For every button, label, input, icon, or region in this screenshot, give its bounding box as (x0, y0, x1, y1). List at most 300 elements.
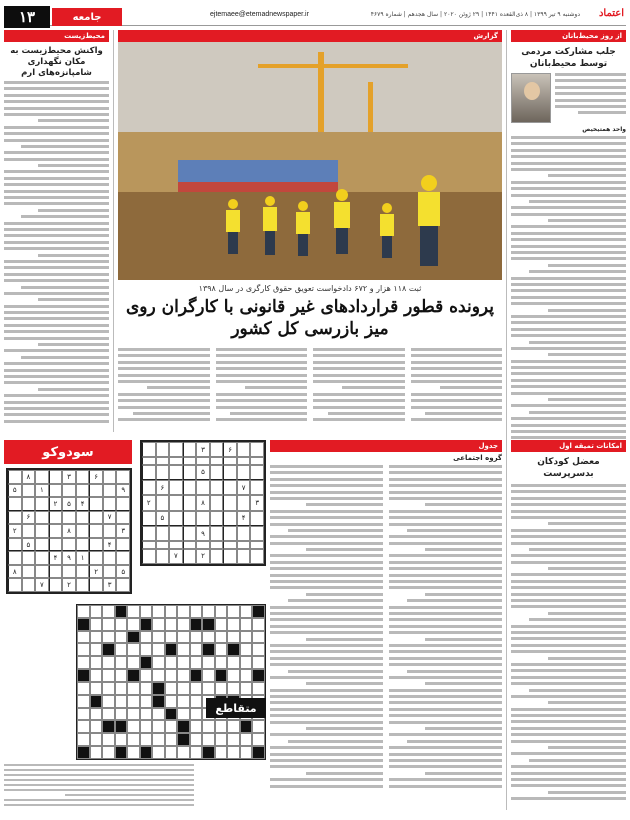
sudoku-cell: ۶ (22, 511, 36, 525)
crossword-cell (227, 746, 240, 759)
sudoku-cell (49, 578, 63, 592)
sudoku-cell (76, 484, 90, 498)
sudoku-cell: ۳ (62, 470, 76, 484)
crossword-cell (165, 733, 178, 746)
sudoku-cell: ۲ (8, 524, 22, 538)
sudoku-cell (76, 578, 90, 592)
crossword-cell (190, 669, 203, 682)
crossword-cell (90, 669, 103, 682)
report-kicker: جدول (270, 440, 502, 452)
crossword-cell (227, 618, 240, 631)
sudoku-cell (62, 484, 76, 498)
sudoku-cell: ۱ (76, 551, 90, 565)
sudoku-cell: ۲ (196, 549, 210, 564)
column-kicker: امکانات تمیقه اول (511, 440, 626, 452)
sudoku-cell (196, 457, 210, 464)
sudoku-cell (183, 442, 197, 457)
crossword-cell (152, 669, 165, 682)
sudoku-cell: ۳ (250, 495, 264, 510)
article-text (216, 348, 308, 430)
feature-article (118, 30, 502, 432)
crossword-cell (240, 733, 253, 746)
sudoku-cell (210, 457, 224, 464)
crossword-cell (165, 669, 178, 682)
sudoku-cell (183, 495, 197, 510)
article-text (511, 484, 626, 814)
crossword-cell (102, 720, 115, 733)
sudoku-cell (35, 551, 49, 565)
crossword-cell (227, 605, 240, 618)
sudoku-cell (210, 526, 224, 541)
crossword-cell (240, 656, 253, 669)
sudoku-cell (8, 511, 22, 525)
sudoku-cell (169, 442, 183, 457)
crossword-cell (115, 618, 128, 631)
sudoku-cell (142, 457, 156, 464)
crossword-cell (202, 733, 215, 746)
crossword-cell (127, 746, 140, 759)
crossword-cell (202, 631, 215, 644)
crossword-cell (115, 669, 128, 682)
crossword-cell (102, 605, 115, 618)
crossword-cell (77, 695, 90, 708)
sudoku-cell (156, 457, 170, 464)
crossword-cell (190, 656, 203, 669)
sudoku-cell (210, 465, 224, 480)
sudoku-cell (223, 465, 237, 480)
article-text (4, 81, 109, 437)
crossword-cell (115, 682, 128, 695)
crossword-cell (90, 605, 103, 618)
sudoku-cell (183, 511, 197, 526)
sudoku-cell (223, 480, 237, 495)
crossword-cell (152, 631, 165, 644)
sudoku-cell: ۶ (223, 442, 237, 457)
sudoku-cell (169, 457, 183, 464)
sudoku-cell (169, 495, 183, 510)
crossword-cell (240, 643, 253, 656)
sudoku-cell (250, 442, 264, 457)
author-name: واحد همتیخیص (582, 126, 626, 133)
crossword-cell (152, 656, 165, 669)
crossword-cell (240, 720, 253, 733)
sudoku-cell (62, 565, 76, 579)
sudoku-cell (210, 480, 224, 495)
crossword-cell (227, 682, 240, 695)
sudoku-cell (237, 457, 251, 464)
crossword-grid (76, 604, 266, 760)
crossword-cell (115, 720, 128, 733)
section-email: ejtemaee@etemadnewspaper.ir (210, 11, 309, 18)
sudoku-cell (116, 578, 130, 592)
feature-body (118, 348, 502, 430)
crossword-cell (115, 733, 128, 746)
sudoku-cell (89, 578, 103, 592)
crossword-cell (102, 669, 115, 682)
sudoku-cell (237, 549, 251, 564)
crossword-cell (165, 746, 178, 759)
sudoku-cell (250, 541, 264, 548)
sudoku-cell (183, 549, 197, 564)
crossword-cell (252, 669, 265, 682)
crossword-cell (252, 720, 265, 733)
crossword-cell (90, 682, 103, 695)
crossword-cell (127, 669, 140, 682)
crossword-clues (4, 764, 194, 808)
crossword-cell (252, 682, 265, 695)
sudoku-cell (223, 495, 237, 510)
sudoku-cell: ۷ (169, 549, 183, 564)
sudoku-cell: ۷ (35, 578, 49, 592)
sudoku-cell (169, 526, 183, 541)
sudoku-cell: ۳ (116, 524, 130, 538)
sudoku-cell: ۲ (142, 495, 156, 510)
crossword-cell (190, 618, 203, 631)
sudoku-cell (49, 524, 63, 538)
crossword-cell (77, 720, 90, 733)
sudoku-cell (103, 551, 117, 565)
crossword-cell (127, 643, 140, 656)
sudoku-cell (156, 465, 170, 480)
crossword-cell (115, 746, 128, 759)
crossword-cell (227, 733, 240, 746)
crossword-cell (140, 682, 153, 695)
crossword-cell (240, 682, 253, 695)
crossword-cell (140, 618, 153, 631)
sudoku-cell (8, 578, 22, 592)
sudoku-cell: ۸ (8, 565, 22, 579)
report-article (270, 440, 502, 810)
sudoku-cell: ۳ (196, 442, 210, 457)
crossword-cell (215, 720, 228, 733)
sudoku-cell (8, 538, 22, 552)
crossword-cell (90, 733, 103, 746)
crossword-cell (165, 720, 178, 733)
crossword-cell (202, 669, 215, 682)
crossword-cell (115, 643, 128, 656)
feature-headline: پرونده قطور قراردادهای غیر قانونی با کارگران روی میز بازرسی کل کشور (125, 297, 495, 339)
sudoku-cell (250, 526, 264, 541)
crossword-cell (215, 682, 228, 695)
crossword-cell (102, 695, 115, 708)
feature-kicker: گزارش (118, 30, 502, 42)
masthead (4, 6, 626, 26)
sudoku-cell (250, 457, 264, 464)
crossword-cell (140, 708, 153, 721)
column-lower-right (506, 440, 626, 810)
crossword-cell (140, 631, 153, 644)
sudoku-cell: ۶ (89, 470, 103, 484)
crossword-cell (77, 605, 90, 618)
crossword-cell (115, 695, 128, 708)
sudoku-cell (223, 541, 237, 548)
sudoku-cell (210, 511, 224, 526)
article-text (118, 348, 210, 430)
article-text (313, 348, 405, 430)
crossword-cell (152, 720, 165, 733)
sudoku-cell (22, 565, 36, 579)
crossword-cell (102, 656, 115, 669)
crossword-cell (240, 746, 253, 759)
crossword-cell (215, 643, 228, 656)
column-kicker: از روز محیط‌بانان (511, 30, 626, 42)
crossword-cell (227, 656, 240, 669)
crossword-cell (240, 605, 253, 618)
crossword-cell (190, 605, 203, 618)
sudoku-cell (89, 524, 103, 538)
sudoku-cell: ۸ (196, 495, 210, 510)
sudoku-cell (183, 465, 197, 480)
crossword-cell (177, 746, 190, 759)
crossword-cell (127, 695, 140, 708)
sudoku-cell (35, 497, 49, 511)
sudoku-cell (142, 549, 156, 564)
crossword-cell (215, 669, 228, 682)
sudoku-cell (196, 480, 210, 495)
crossword-cell (165, 682, 178, 695)
crossword-cell (115, 708, 128, 721)
report-byline: گروه اجتماعی (453, 454, 502, 462)
crossword-cell (240, 669, 253, 682)
sudoku-cell (169, 511, 183, 526)
crossword-cell (190, 682, 203, 695)
sudoku-cell (76, 538, 90, 552)
newspaper-logo: اعتماد (598, 8, 624, 19)
crossword-cell (152, 643, 165, 656)
sudoku-cell: ۷ (103, 511, 117, 525)
sudoku-cell (156, 549, 170, 564)
sudoku-cell (196, 511, 210, 526)
sudoku-cell (237, 465, 251, 480)
sudoku-cell (116, 551, 130, 565)
crossword-cell (177, 643, 190, 656)
sudoku-cell: ۹ (62, 551, 76, 565)
crossword-cell (140, 643, 153, 656)
sudoku-cell (237, 495, 251, 510)
sudoku-cell: ۵ (196, 465, 210, 480)
sudoku-cell (35, 511, 49, 525)
crossword-cell (215, 631, 228, 644)
sudoku-cell (142, 465, 156, 480)
crossword-cell (165, 643, 178, 656)
crossword-cell (215, 656, 228, 669)
crossword-cell (127, 605, 140, 618)
sudoku-cell: ۵ (116, 565, 130, 579)
sudoku-cell (116, 538, 130, 552)
crossword-cell (152, 708, 165, 721)
crossword-cell (127, 618, 140, 631)
crossword-cell (165, 631, 178, 644)
sudoku-cell (22, 484, 36, 498)
crossword-cell (90, 708, 103, 721)
sudoku-main-area (4, 440, 132, 600)
sudoku-cell (183, 541, 197, 548)
sudoku-cell: ۸ (22, 470, 36, 484)
sudoku-cell: ۹ (196, 526, 210, 541)
sudoku-cell (142, 480, 156, 495)
column-kicker: محیط‌زیست (4, 30, 109, 42)
crossword-cell (77, 733, 90, 746)
sudoku-puzzle (4, 440, 266, 600)
sudoku-cell (210, 495, 224, 510)
author-photo (511, 73, 551, 123)
crossword-cell (152, 605, 165, 618)
sudoku-cell (116, 470, 130, 484)
crossword-cell (127, 720, 140, 733)
sudoku-cell (35, 538, 49, 552)
sudoku-cell (116, 497, 130, 511)
sudoku-cell (223, 457, 237, 464)
crossword-cell (202, 682, 215, 695)
sudoku-cell (103, 524, 117, 538)
crossword-cell (115, 631, 128, 644)
workers-illustration (118, 42, 502, 280)
crossword-cell (102, 708, 115, 721)
crossword-cell (190, 631, 203, 644)
sudoku-cell (156, 442, 170, 457)
crossword-cell (202, 746, 215, 759)
article-text (511, 136, 626, 454)
sudoku-cell (62, 511, 76, 525)
crossword-cell (177, 733, 190, 746)
article-text (411, 348, 503, 430)
sudoku-cell (89, 551, 103, 565)
crossword-cell (102, 631, 115, 644)
sudoku-cell: ۵ (62, 497, 76, 511)
clue-text (4, 764, 194, 808)
sudoku-cell (103, 484, 117, 498)
crossword-cell (140, 695, 153, 708)
dateline: دوشنبه ۹ تیر ۱۳۹۹ | ۸ ذی‌القعده ۱۴۴۱ | ۲۹ ژوئن ۲۰۲۰ | سال هجدهم | شماره ۴۶۷۹ (370, 11, 580, 18)
article-text (389, 465, 502, 815)
sudoku-title: سودوکو (4, 440, 132, 464)
crossword-cell (90, 656, 103, 669)
sudoku-cell: ۸ (62, 524, 76, 538)
sudoku-cell: ۵ (156, 511, 170, 526)
crossword-cell (102, 733, 115, 746)
sudoku-cell: ۴ (76, 497, 90, 511)
sudoku-cell (169, 465, 183, 480)
crossword-puzzle (4, 604, 266, 810)
sudoku-cell (22, 497, 36, 511)
sudoku-cell (35, 524, 49, 538)
crossword-cell (215, 605, 228, 618)
crossword-cell (240, 618, 253, 631)
sudoku-cell (8, 497, 22, 511)
crossword-cell (77, 643, 90, 656)
sudoku-cell (89, 484, 103, 498)
sudoku-cell (223, 511, 237, 526)
crossword-cell (140, 746, 153, 759)
crossword-cell (165, 708, 178, 721)
crossword-cell (227, 631, 240, 644)
sudoku-cell (250, 549, 264, 564)
crossword-cell (77, 656, 90, 669)
sudoku-cell (223, 549, 237, 564)
crossword-cell (177, 720, 190, 733)
sudoku-cell: ۴ (237, 511, 251, 526)
sudoku-cell (142, 442, 156, 457)
crossword-cell (252, 605, 265, 618)
crossword-cell (202, 720, 215, 733)
crossword-cell (215, 733, 228, 746)
sudoku-cell (169, 480, 183, 495)
crossword-cell (190, 733, 203, 746)
crossword-cell (140, 605, 153, 618)
sudoku-cell (250, 480, 264, 495)
crossword-cell (177, 682, 190, 695)
sudoku-cell (183, 457, 197, 464)
sudoku-cell: ۵ (22, 538, 36, 552)
crossword-cell (152, 618, 165, 631)
crossword-cell (140, 720, 153, 733)
crossword-cell (252, 618, 265, 631)
sudoku-cell (210, 549, 224, 564)
sudoku-cell (103, 497, 117, 511)
crossword-cell (115, 605, 128, 618)
column-title: واکنش محیط‌زیست به مکان نگهداری شامپانزه‌های ارم (10, 46, 103, 78)
crossword-cell (127, 682, 140, 695)
crossword-cell (165, 695, 178, 708)
crossword-cell (177, 656, 190, 669)
sudoku-cell (156, 495, 170, 510)
crossword-title: متقاطع (206, 698, 266, 718)
sudoku-cell (156, 526, 170, 541)
crossword-cell (202, 656, 215, 669)
sudoku-cell (250, 465, 264, 480)
crossword-cell (177, 695, 190, 708)
crossword-cell (127, 708, 140, 721)
sudoku-cell (49, 511, 63, 525)
crossword-cell (165, 656, 178, 669)
crossword-cell (77, 618, 90, 631)
sudoku-cell (142, 526, 156, 541)
sudoku-cell: ۶ (156, 480, 170, 495)
sudoku-cell: ۵ (8, 484, 22, 498)
sudoku-cell (142, 511, 156, 526)
crossword-cell (202, 618, 215, 631)
sudoku-cell (22, 578, 36, 592)
crossword-cell (252, 746, 265, 759)
crossword-cell (177, 618, 190, 631)
crossword-cell (177, 708, 190, 721)
crossword-cell (190, 643, 203, 656)
crossword-cell (152, 695, 165, 708)
crossword-cell (127, 733, 140, 746)
sudoku-cell: ۴ (103, 538, 117, 552)
sudoku-cell (169, 541, 183, 548)
sudoku-cell (76, 470, 90, 484)
sudoku-cell (237, 541, 251, 548)
sudoku-grid (6, 468, 132, 594)
column-left (4, 30, 114, 432)
crossword-cell (252, 631, 265, 644)
crossword-cell (77, 746, 90, 759)
sudoku-cell (103, 565, 117, 579)
crossword-cell (90, 631, 103, 644)
crossword-cell (165, 605, 178, 618)
sudoku-cell (196, 541, 210, 548)
crossword-cell (190, 708, 203, 721)
column-title: معضل کودکان بدسرپرست (537, 457, 600, 479)
crossword-cell (77, 669, 90, 682)
sudoku-cell (49, 470, 63, 484)
sudoku-cell: ۲ (49, 497, 63, 511)
sudoku-cell (183, 526, 197, 541)
sudoku-cell (237, 442, 251, 457)
crossword-cell (140, 669, 153, 682)
crossword-cell (227, 669, 240, 682)
